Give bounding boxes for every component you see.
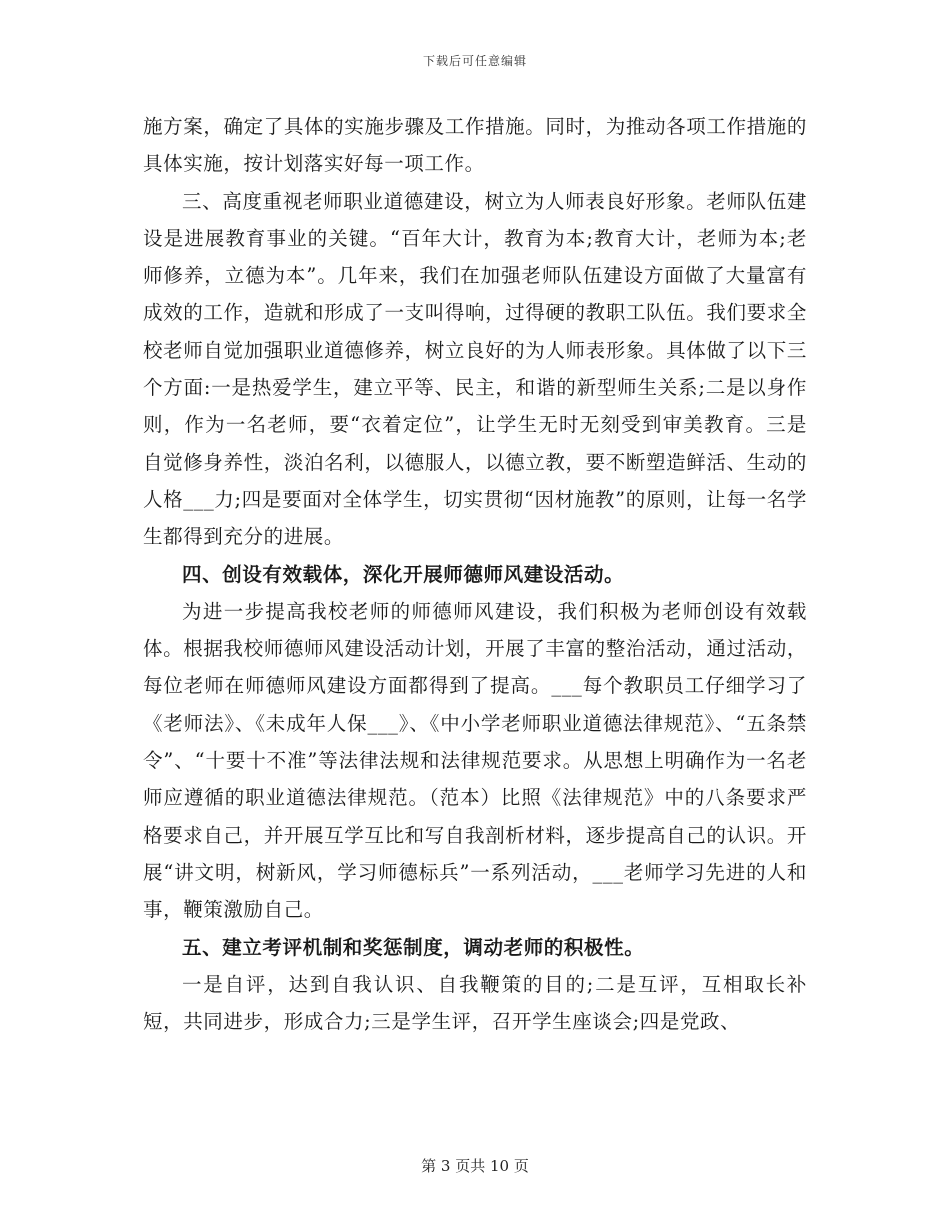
paragraph-section-3: 三、高度重视老师职业道德建设，树立为人师表良好形象。老师队伍建设是进展教育事业的关键。“百年大计，教育为本;教育大计，老师为本;老师修养，立德为本”。几年来，我们在加强老师队伍建设方面做了大量富有成效的工作，造就和形成了一支叫得响，过得硬的教职工队伍。我们要求全校老师自觉加强职业道德修养，树立良好的为人师表形象。具体做了以下三个方面:一是热爱学生，建立平等、民主，和谐的新型师生关系;二是以身作则，作为一名老师，要“衣着定位”，让学生无时无刻受到审美教育。三是自觉修身养性，淡泊名利，以德服人，以德立教，要不断塑造鲜活、生动的人格___力;四是要面对全体学生，切实贯彻“因材施教”的原则，让每一名学生都得到充分的进展。 [143, 189, 807, 549]
paragraph-section-5: 一是自评，达到自我认识、自我鞭策的目的;二是互评，互相取长补短，共同进步，形成合力;三是学生评，召开学生座谈会;四是党政、 [143, 972, 807, 1034]
page-number: 第 3 页共 10 页 [421, 1157, 529, 1175]
heading-section-5: 五、建立考评机制和奖惩制度，调动老师的积极性。 [182, 935, 645, 959]
paragraph-section-4: 为进一步提高我校老师的师德师风建设，我们积极为老师创设有效载体。根据我校师德师风建设活动计划，开展了丰富的整治活动，通过活动，每位老师在师德师风建设方面都得到了提高。___每个教职员工仔细学习了《老师法》、《未成年人保___》、《中小学老师职业道德法律规范》、“五条禁令”、“十要十不准”等法律法规和法律规范要求。从思想上明确作为一名老师应遵循的职业道德法律规范。（范本）比照《法律规范》中的八条要求严格要求自己，并开展互学互比和写自我剖析材料，逐步提高自己的认识。开展“讲文明，树新风，学习师德标兵”一系列活动，___老师学习先进的人和事，鞭策激励自己。 [143, 599, 807, 922]
paragraph-continuation: 施方案，确定了具体的实施步骤及工作措施。同时，为推动各项工作措施的具体实施，按计划落实好每一项工作。 [143, 115, 807, 176]
heading-section-4: 四、创设有效载体，深化开展师德师风建设活动。 [182, 562, 625, 586]
document-body [143, 108, 807, 1040]
header-note: 下载后可任意编辑 [422, 54, 527, 68]
